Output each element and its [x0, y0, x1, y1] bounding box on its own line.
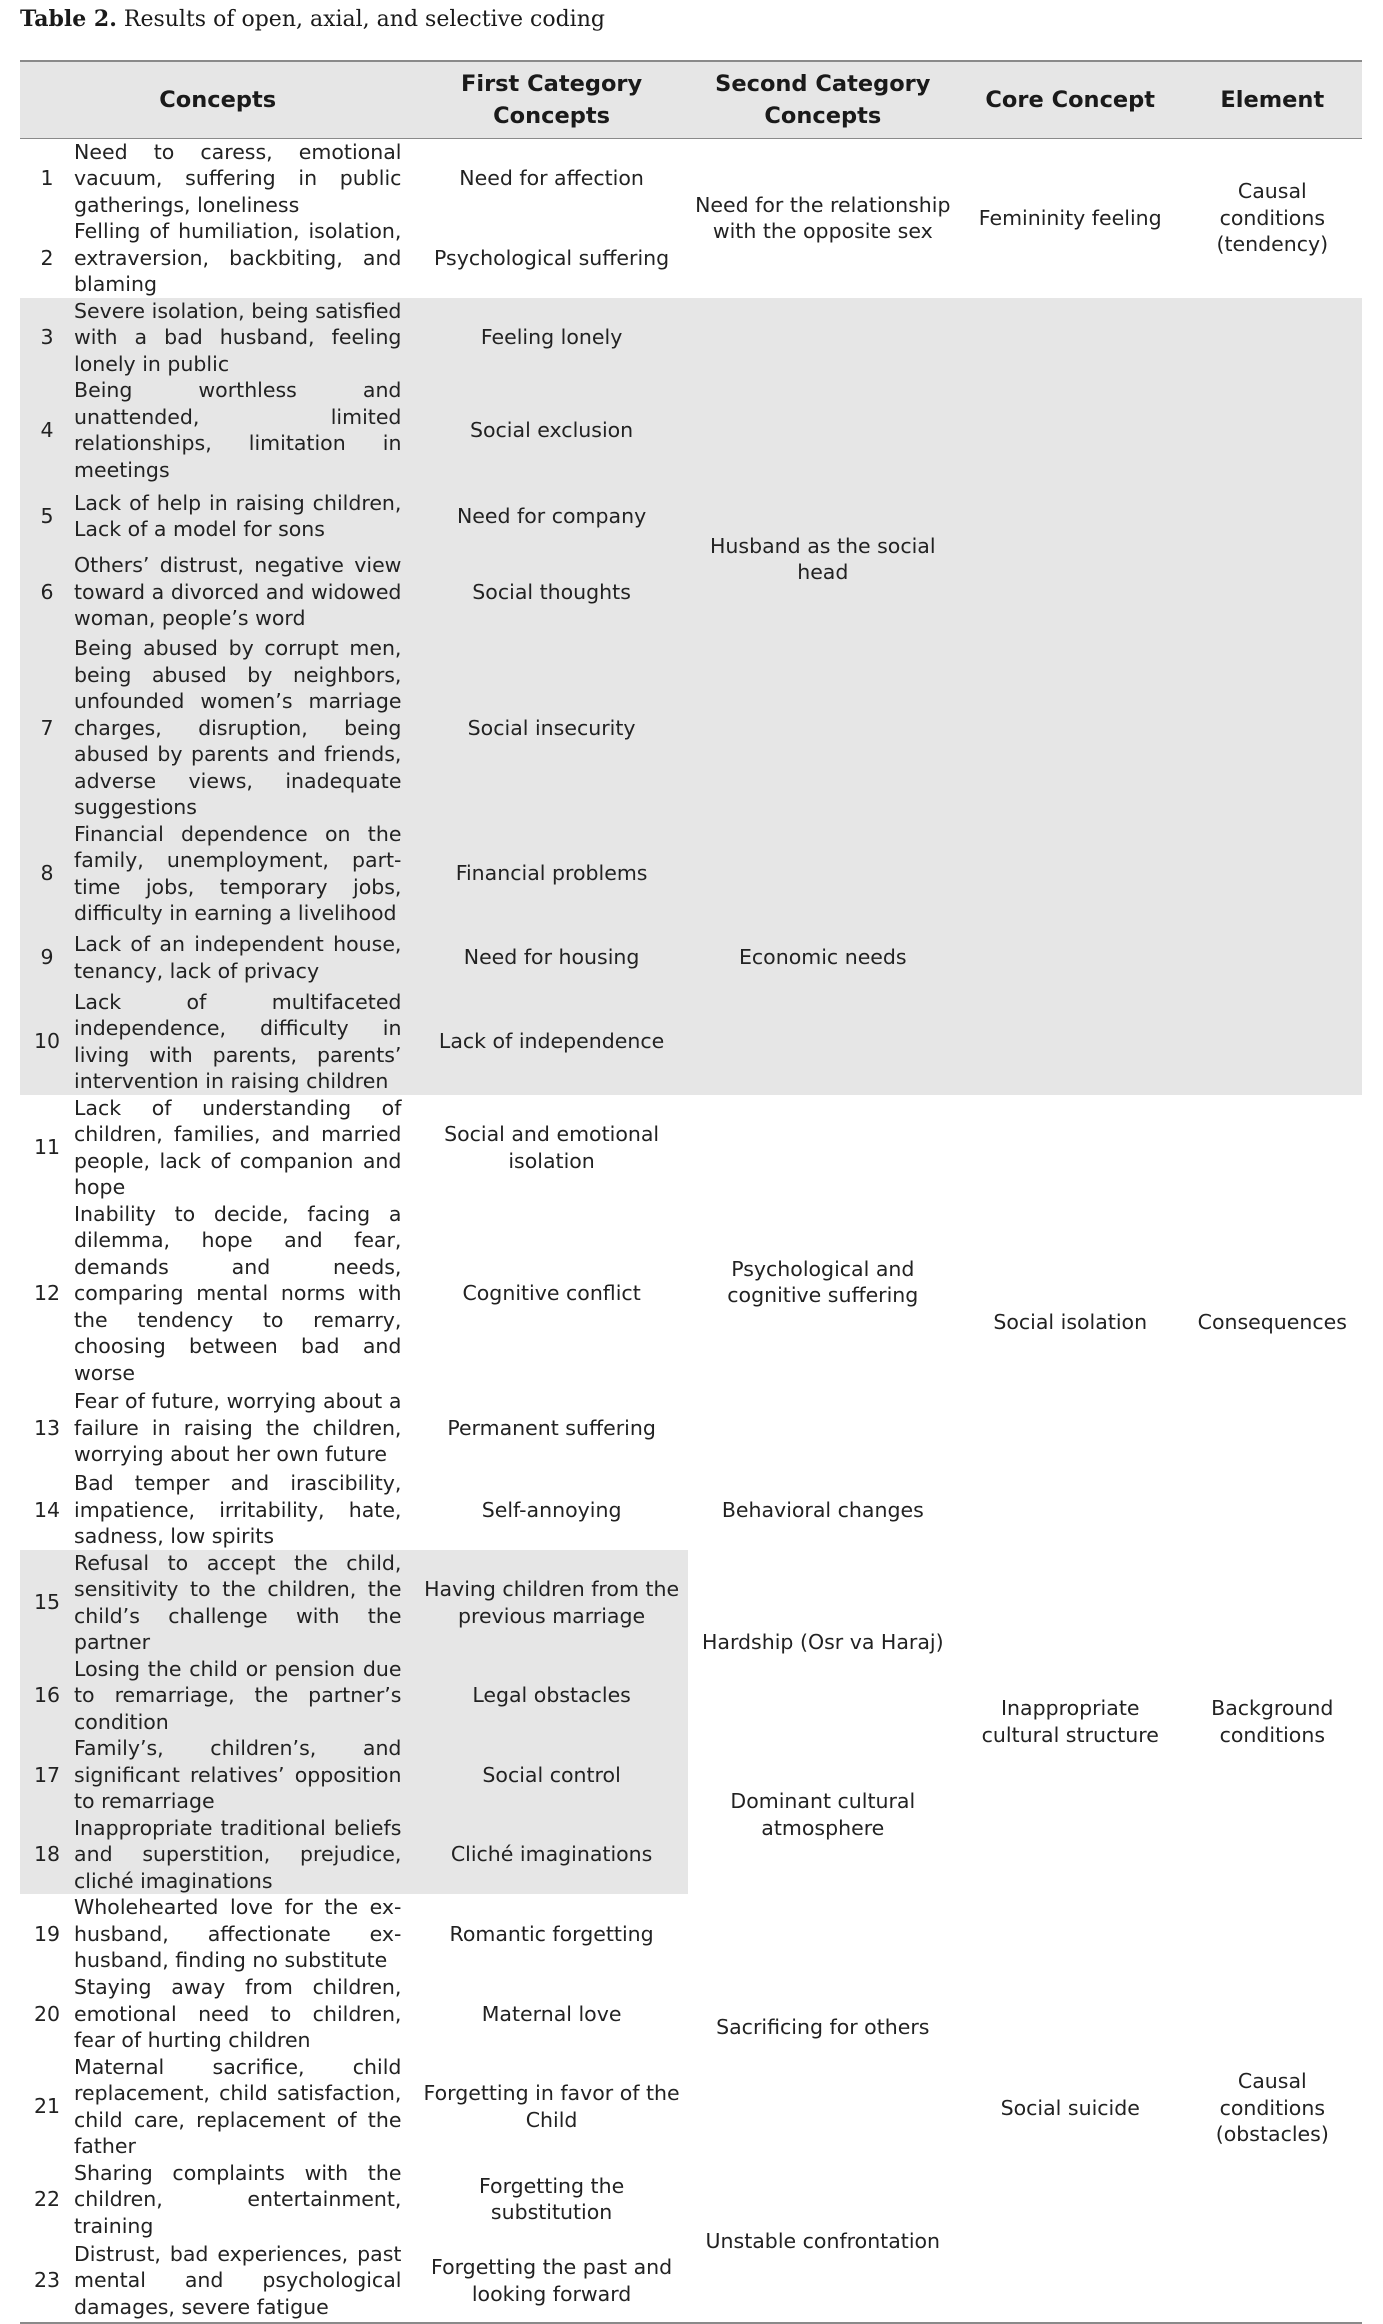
row-number: 22 — [33, 2187, 61, 2211]
table-caption-label: Table 2. — [20, 6, 117, 32]
row-number: 14 — [33, 1497, 61, 1522]
row-number: 17 — [20, 1735, 74, 1815]
header-row — [20, 61, 1362, 138]
table-caption-text: Results of open, axial, and selective coding — [116, 7, 605, 32]
header-concepts: Concepts — [20, 61, 415, 138]
table-row — [20, 1550, 1362, 1656]
row-first-category: Psychological suffering — [434, 245, 670, 270]
row-first-category: Financial problems — [415, 821, 687, 927]
row-number: 5 — [20, 483, 74, 549]
row-first-category: Need for affection — [459, 166, 644, 190]
header-core-concept: Core Concept — [958, 61, 1183, 138]
row-first-category: Need for company — [415, 483, 687, 549]
row-concepts: Refusal to accept the child, sensitivity to the children, the child’s challenge with the partner — [74, 1550, 415, 1656]
row-number: 18 — [20, 1815, 74, 1895]
row-concepts: Lack of help in raising children, Lack of a model for sons — [74, 483, 415, 549]
table-row — [20, 298, 1362, 378]
row-first-category: Cognitive conflict — [462, 1281, 641, 1305]
row-concepts: Lack of an independent house, tenancy, lack of privacy — [74, 927, 415, 989]
header-first-category: First Category Concepts — [415, 61, 687, 138]
row-concepts: Need to caress, emotional vacuum, suffering in public gatherings, loneliness — [74, 139, 402, 217]
row-number: 23 — [33, 2268, 61, 2293]
row-first-category: Lack of independence — [415, 989, 687, 1095]
row-first-category: Romantic forgetting — [449, 1921, 654, 1946]
element-cell-empty — [1183, 298, 1362, 1095]
row-number: 19 — [33, 1921, 61, 1946]
second-category-cell: Unstable confrontation — [705, 2228, 941, 2253]
table-row — [20, 1894, 1362, 1974]
row-number: 12 — [33, 1281, 61, 1305]
table-caption — [20, 6, 605, 32]
header-element: Element — [1183, 61, 1362, 138]
row-number: 9 — [20, 927, 74, 989]
row-number: 11 — [33, 1135, 61, 1160]
row-concepts: Wholehearted love for the ex-husband, affectionate ex-husband, finding no substitute — [74, 1895, 402, 1973]
row-number: 10 — [20, 989, 74, 1095]
row-concepts: Financial dependence on the family, unemployment, part-time jobs, temporary jobs, difficulty in earning a livelihood — [74, 821, 415, 927]
row-first-category: Having children from the previous marriage — [415, 1550, 687, 1656]
row-first-category: Social exclusion — [415, 377, 687, 483]
second-category-cell: Husband as the social head — [688, 298, 958, 821]
second-category-cell: Economic needs — [688, 821, 958, 1095]
row-concepts: Others’ distrust, negative view toward a divorced and widowed woman, people’s word — [74, 549, 415, 635]
core-concept-cell: Social isolation — [993, 1309, 1148, 1334]
row-concepts: Inappropriate traditional beliefs and superstition, prejudice, cliché imaginations — [74, 1815, 415, 1895]
row-concepts: Fear of future, worrying about a failure in raising the children, worrying about her own future — [74, 1389, 402, 1467]
row-number: 21 — [33, 2094, 61, 2119]
coding-table — [20, 60, 1362, 2324]
row-number: 6 — [20, 549, 74, 635]
row-first-category: Need for housing — [415, 927, 687, 989]
row-concepts: Being worthless and unattended, limited relationships, limitation in meetings — [74, 377, 415, 483]
row-first-category: Social control — [415, 1735, 687, 1815]
row-number: 7 — [20, 635, 74, 821]
second-category-cell: Psychological and cognitive suffering — [727, 1256, 919, 1308]
row-concepts: Sharing complaints with the children, entertainment, training — [74, 2160, 402, 2238]
second-category-cell: Hardship (Osr va Haraj) — [688, 1550, 958, 1736]
element-cell: Causal conditions (tendency) — [1216, 179, 1329, 257]
row-first-category: Maternal love — [481, 2001, 622, 2026]
row-first-category: Self-annoying — [481, 1497, 622, 1522]
core-concept-cell: Inappropriate cultural structure — [958, 1550, 1183, 1895]
row-first-category: Legal obstacles — [415, 1656, 687, 1736]
row-number: 2 — [40, 245, 54, 270]
row-number: 4 — [20, 377, 74, 483]
table-row — [20, 138, 1362, 218]
row-concepts: Lack of multifaceted independence, difficulty in living with parents, parents’ intervention in raising children — [74, 989, 415, 1095]
row-number: 16 — [20, 1656, 74, 1736]
element-cell: Background conditions — [1183, 1550, 1362, 1895]
row-first-category: Forgetting the past and looking forward — [431, 2255, 673, 2306]
row-number: 13 — [33, 1415, 61, 1440]
second-category-cell: Dominant cultural atmosphere — [688, 1735, 958, 1894]
row-concepts: Being abused by corrupt men, being abused by neighbors, unfounded women’s marriage charges, disruption, being abused by parents and friends, adverse views, inadequate suggestions — [74, 635, 415, 821]
element-cell: Consequences — [1197, 1309, 1347, 1334]
row-first-category: Forgetting the substitution — [478, 2173, 625, 2225]
row-first-category: Permanent suffering — [447, 1415, 656, 1440]
row-number: 1 — [40, 166, 54, 190]
row-concepts: Maternal sacrifice, child replacement, child satisfaction, child care, replacement of the father — [74, 2054, 402, 2158]
header-second-category: Second Category Concepts — [688, 61, 958, 138]
core-concept-cell: Femininity feeling — [978, 205, 1162, 230]
core-concept-cell: Social suicide — [1000, 2095, 1140, 2120]
row-first-category: Social insecurity — [415, 635, 687, 821]
row-concepts: Family’s, children’s, and significant relatives’ opposition to remarriage — [74, 1735, 415, 1815]
second-category-cell: Sacrificing for others — [716, 2014, 930, 2039]
row-first-category: Cliché imaginations — [415, 1815, 687, 1895]
row-first-category: Forgetting in favor of the Child — [423, 2081, 680, 2132]
second-category-cell: Need for the relationship with the opposite sex — [695, 192, 951, 243]
row-number: 8 — [20, 821, 74, 927]
row-number: 15 — [20, 1550, 74, 1656]
row-concepts: Bad temper and irascibility, impatience, irritability, hate, sadness, low spirits — [74, 1471, 402, 1548]
row-concepts: Severe isolation, being satisfied with a bad husband, feeling lonely in public — [74, 298, 415, 378]
row-concepts: Staying away from children, emotional need to children, fear of hurting children — [74, 1975, 402, 2052]
table-row — [20, 1095, 1362, 1201]
row-first-category: Feeling lonely — [415, 298, 687, 378]
second-category-cell: Behavioral changes — [721, 1497, 924, 1522]
core-concept-cell-empty — [958, 298, 1183, 1095]
row-number: 20 — [33, 2001, 61, 2026]
row-first-category: Social thoughts — [415, 549, 687, 635]
row-concepts: Felling of humiliation, isolation, extraversion, backbiting, and blaming — [74, 219, 402, 296]
element-cell: Causal conditions (obstacles) — [1215, 2069, 1329, 2147]
row-concepts: Lack of understanding of children, families, and married people, lack of companion and hope — [74, 1095, 402, 1199]
row-number: 3 — [20, 298, 74, 378]
row-first-category: Social and emotional isolation — [444, 1122, 660, 1173]
row-concepts: Inability to decide, facing a dilemma, hope and fear, demands and needs, comparing mental norms with the tendency to remarry, choosing between bad and worse — [74, 1201, 402, 1385]
row-concepts: Distrust, bad experiences, past mental and psychological damages, severe fatigue — [74, 2241, 402, 2319]
row-concepts: Losing the child or pension due to remarriage, the partner’s condition — [74, 1656, 415, 1736]
